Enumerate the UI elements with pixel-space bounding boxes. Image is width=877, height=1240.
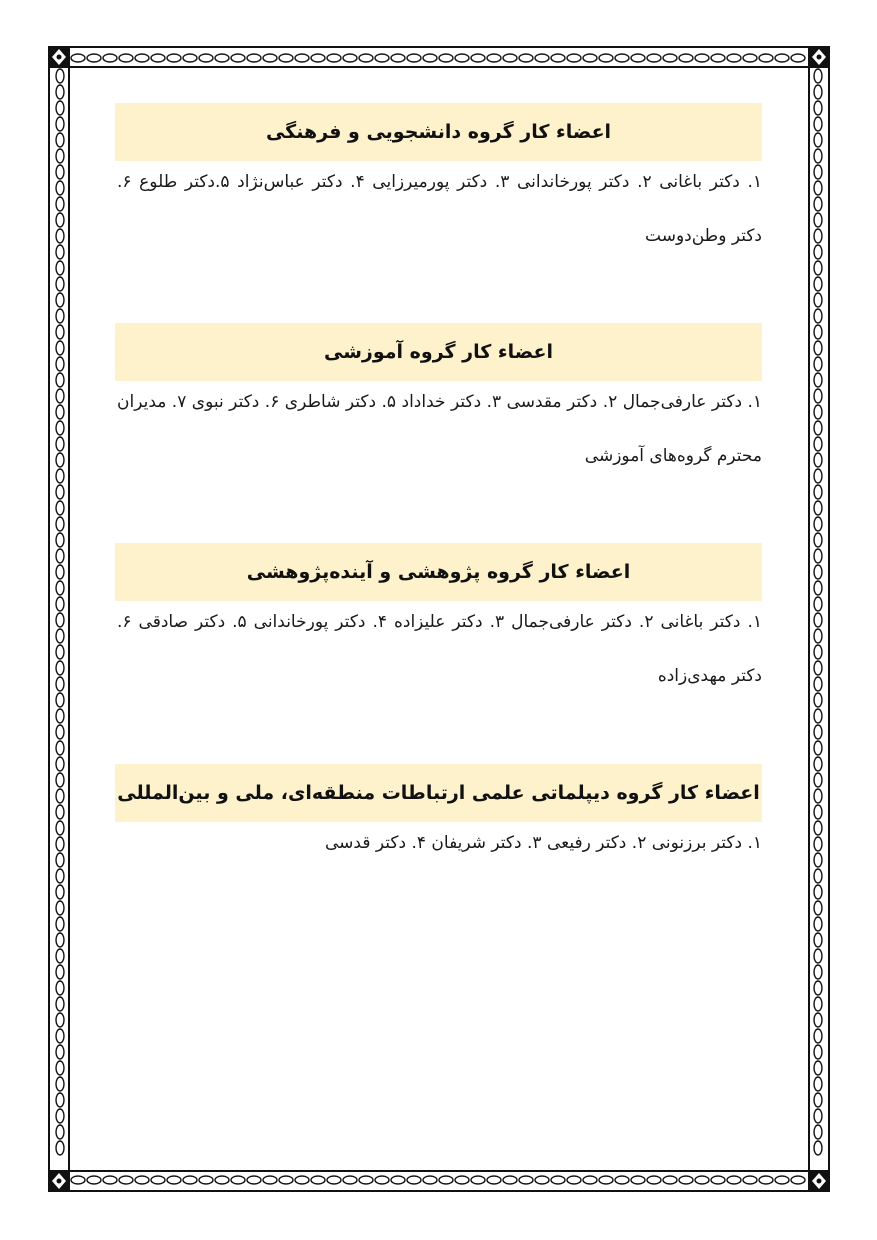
section-heading-research: اعضاء کار گروه پژوهشی و آینده‌پژوهشی [115, 543, 762, 601]
section-heading-science-diplomacy: اعضاء کار گروه دیپلماتی علمی ارتباطات منطقه‌ای، ملی و بین‌المللی [115, 764, 762, 822]
section-members-research: ۱. دکتر باغانی ۲. دکتر عارفی‌جمال ۳. دکتر علیزاده ۴. دکتر پورخاندانی ۵. دکتر صادقی ۶. دکتر مهدی‌زاده [117, 612, 762, 686]
section-heading-student-cultural: اعضاء کار گروه دانشجویی و فرهنگی [115, 103, 762, 161]
section-heading-education: اعضاء کار گروه آموزشی [115, 323, 762, 381]
section-members-student-cultural: ۱. دکتر باغانی ۲. دکتر پورخاندانی ۳. دکتر پورمیرزایی ۴. دکتر عباس‌نژاد ۵.دکتر طلوع ۶. دکتر وطن‌دوست [117, 172, 763, 246]
section-members-science-diplomacy: ۱. دکتر برزنونی ۲. دکتر رفیعی ۳. دکتر شریفان ۴. دکتر قدسی [325, 833, 762, 853]
section-members-education: ۱. دکتر عارفی‌جمال ۲. دکتر مقدسی ۳. دکتر خداداد ۵. دکتر شاطری ۶. دکتر نبوی ۷. مدیران محترم گروه‌های آموزشی [117, 392, 762, 466]
